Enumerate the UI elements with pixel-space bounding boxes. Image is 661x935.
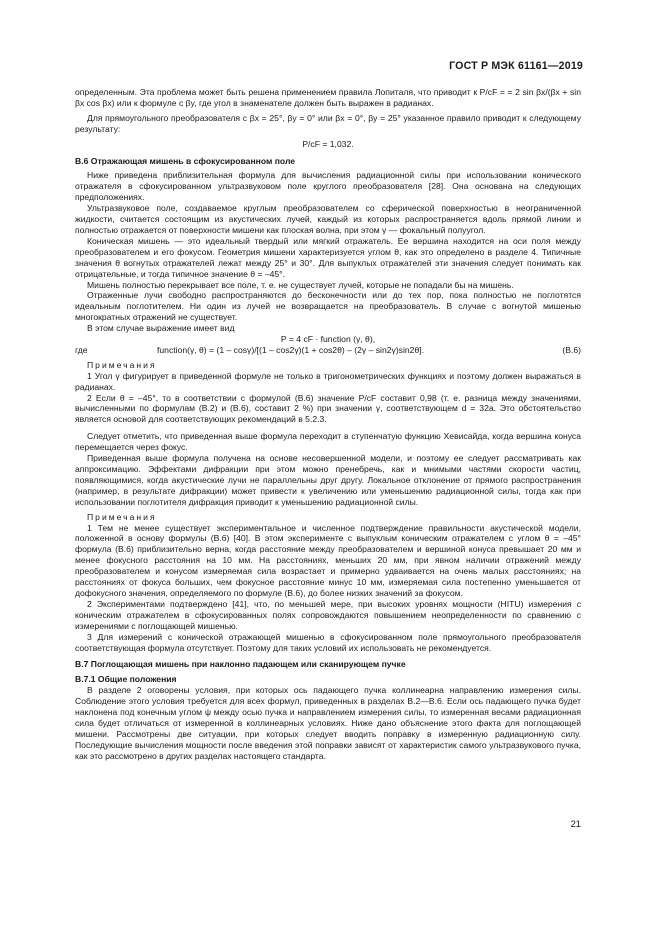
page-number: 21 (570, 818, 581, 829)
equation: function(γ, θ) = (1 – cosγ)/[(1 – cos2γ)(1 + cos2θ) – (2γ – sin2γ)sin2θ]. (157, 344, 424, 355)
section-heading-b7: В.7 Поглощающая мишень при наклонно падающем или сканирующем пучке (75, 659, 406, 670)
note: 1 Тем не менее существует экспериментальное и численное подтверждение правильности акустической модели, положенной в основу формулы (B.6) [40]. В этом эксперименте с выпуклым коническим отражателем с углом θ = –45° формула (B.6) приблизительно верна, когда расстояние между преобразователем и вершиной конуса превышает 20 мм и менее фокусного расстояния на 10 мм. На расстояниях, меньших 20 мм, при явном наличии отражений между преобразователем и конусом измеряемая сила возрастает и примерно удваивается на очень малых расстояниях; на расстояниях от фокуса больших, чем фокусное расстояние минус 10 мм, измеряемая сила постепенно уменьшается от дофокусного значения, определяемого по формуле (B.6), до более низких значений за фокусом. (75, 522, 581, 598)
page-content (75, 87, 581, 762)
standard-header: ГОСТ Р МЭК 61161—2019 (449, 60, 583, 72)
paragraph: Отраженные лучи свободно распространяются до бесконечности или до тех пор, пока полностью не поглотятся идеальным поглотителем. Ни один из лучей не возвращается на преобразователь. В случае с вогнутой мишенью многократных отражений не существует. (75, 290, 581, 323)
subsection-heading-b71: В.7.1 Общие положения (75, 674, 177, 685)
paragraph: Ультразвуковое поле, создаваемое круглым преобразователем со сферической поверхностью в неограниченной жидкости, считается состоящим из акустических лучей, каждый из которых распространяется вдоль прямой линии и полностью отражается от поверхности мишени как плоская волна, при этом γ — фокальный полуугол. (75, 203, 581, 235)
notes-title: Примечания (87, 511, 157, 522)
note: 1 Угол γ фигурирует в приведенной формуле не только в тригонометрических функциях и поэтому должен выражаться в радианах. (75, 370, 581, 392)
paragraph: определенным. Эта проблема может быть решена применением правила Лопиталя, что приводит к P/cF = = 2 sin βx/(βx + sin βx cos βx) или к формуле с βy, где угол в знаменателе должен быть выражен в радианах. (75, 87, 581, 108)
equation: P/cF = 1,032. (302, 138, 354, 149)
paragraph: Ниже приведена приблизительная формула для вычисления радиационной силы при использовании конического отражателя в сфокусированном ультразвуковом поле круглого преобразователя [28]. Она основана на следующих предположениях. (75, 170, 581, 203)
paragraph: Приведенная выше формула получена на основе несовершенной модели, и поэтому ее следует рассматривать как аппроксимацию. Эффектами дифракции при этом можно пренебречь, как и мнимыми частями скорости частиц, появляющимися, когда акустические лучи не параллельны друг другу. Локальное отклонение от прямого распространения (например, в результате дифракции) может привести к увеличению или уменьшению радиационной силы, тогда как при использовании поглотителя дифракция приводит к уменьшению радиационной силы. (75, 453, 581, 507)
paragraph: В разделе 2 оговорены условия, при которых ось падающего пучка коллинеарна направлению измерения силы. Соблюдение этого условия требуется для всех формул, приведенных в разделах B.2—B.6. Если ось падающего пучка будет наклонена под конечным углом ψ между осью пучка и направлением измерения силы, то измеренная весами радиационная сила будет отличаться от измеренной в коллинеарных условиях. Ниже дано объяснение этого факта для поглощающей мишени. Рассмотрены две ситуации, при которых следует вводить поправку в измеренную радиационную силу. Последующие вычисления мощности после введения этой поправки зависят от характеристик самого ультразвукового пучка, как это рассмотрено в других разделах настоящего стандарта. (75, 685, 581, 761)
paragraph: Коническая мишень — это идеальный твердый или мягкий отражатель. Ее вершина находится на оси поля между преобразователем и его фокусом. Геометрия мишени характеризуется углом θ, как это определено в разделе 4. Типичные значения θ вогнутых отражателей лежат между 25° и 30°. Для выпуклых отражателей эти значения следует понимать как отрицательные, и тогда типичное значение θ = –45°. (75, 235, 581, 279)
section-heading-b6: В.6 Отражающая мишень в сфокусированном поле (75, 155, 296, 166)
paragraph: Мишень полностью перекрывает все поле, т. е. не существует лучей, которые не попадали бы на мишень. (87, 279, 514, 290)
note: 2 Если θ = –45°, то в соответствии с формулой (B.6) значение P/cF составит 0,98 (т. е. разница между значениями, вычисленными по формулам (B.2) и (B.6), составит 2 %) при значении γ, соответствующем d = 32a. Это обстоятельство является основой для соответствующих рекомендаций в 5.2.3. (75, 392, 581, 425)
paragraph: Следует отметить, что приведенная выше формула переходит в ступенчатую функцию Хевисайда, когда вершина конуса перемещается через фокус. (75, 431, 581, 453)
equation-number: (B.6) (562, 344, 581, 355)
notes-title: Примечания (87, 359, 157, 370)
note: 2 Экспериментами подтверждено [41], что, по меньшей мере, при высоких уровнях мощности (HITU) измерения с коническим отражателем в сфокусированных полях сопровождаются повышением неопределенности по сравнению с измерениями с поглощающей мишенью. (75, 598, 581, 631)
where-label: где (75, 344, 88, 355)
paragraph: В этом случае выражение имеет вид (87, 323, 235, 334)
paragraph: Для прямоугольного преобразователя с βx = 25°, βy = 0° или βx = 0°, βy = 25° указанное правило приводит к следующему результату: (75, 112, 581, 134)
equation-row (75, 345, 581, 356)
note: 3 Для измерений с конической отражающей мишенью в сфокусированном поле прямоугольного преобразователя соответствующая формула отсутствует. Поэтому для таких условий их использовать не рекомендуется. (75, 631, 581, 653)
equation: P = 4 cF · function (γ, θ), (280, 334, 376, 345)
